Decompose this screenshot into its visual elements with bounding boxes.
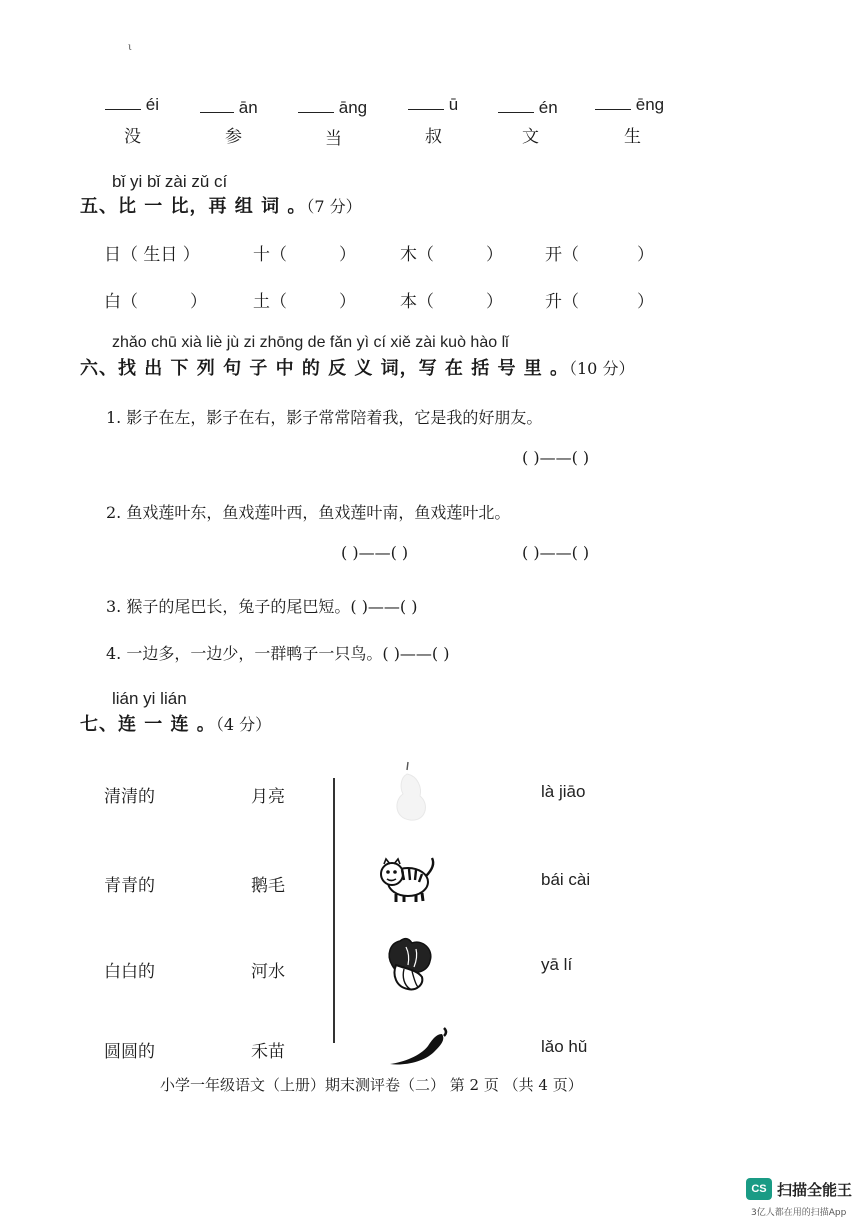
word-item: 十（ ） [253, 245, 356, 265]
base-char: 木 [400, 245, 417, 265]
pinyin-word[interactable]: bái cài [541, 870, 591, 889]
char: 叔 [425, 127, 442, 147]
watermark-brand: 扫描全能王 [777, 1181, 853, 1199]
section5-title: 五、比 一 比，再 组 词 。 [80, 196, 307, 217]
adjective-item[interactable]: 白白的 [104, 962, 155, 982]
cabbage-icon[interactable] [382, 935, 438, 993]
base-char: 开 [545, 245, 562, 265]
section7-score: （4 分） [215, 715, 272, 734]
word-item: 本（ ） [400, 292, 503, 312]
blank-item [498, 98, 558, 118]
answer-pair[interactable]: ( )——( ) [382, 644, 450, 663]
base-char: 升 [545, 292, 562, 312]
word-item: 白（ ） [104, 292, 207, 312]
section7-title: 七、连 一 连 。 [80, 714, 216, 735]
answer-pair[interactable]: ( )——( ) [522, 448, 590, 467]
section5-pinyin: bǐ yi bǐ zài zǔ cí [112, 172, 228, 191]
answer-pair[interactable]: ( )——( ) [350, 597, 418, 616]
watermark-tagline: 3亿人都在用的扫描App [751, 1208, 847, 1218]
base-char: 土 [253, 292, 270, 312]
adjective-item[interactable]: 清清的 [104, 787, 155, 807]
pinyin-final: ū [448, 95, 459, 114]
answer-pair[interactable]: ( )——( ) [522, 543, 590, 562]
chili-pepper-icon[interactable] [386, 1024, 452, 1068]
question-4: 4. 一边多，一边少，一群鸭子一只鸟。 [106, 644, 383, 663]
pinyin-word[interactable]: lǎo hǔ [541, 1037, 588, 1056]
adjective-item[interactable]: 圆圆的 [104, 1042, 155, 1062]
pinyin-final: ēng [635, 95, 665, 114]
char: 参 [225, 127, 242, 147]
section6-heading [80, 354, 634, 380]
section7-pinyin: lián yi lián [112, 689, 187, 708]
noun-item[interactable]: 河水 [251, 962, 285, 982]
noun-item[interactable]: 禾苗 [251, 1042, 285, 1062]
blank-item [595, 95, 664, 115]
section7-heading [80, 710, 271, 736]
word-item: 土（ ） [253, 292, 356, 312]
base-char: 白 [104, 292, 121, 312]
pinyin-final: éi [145, 95, 159, 114]
question-4-row [106, 641, 450, 664]
char: 当 [325, 129, 342, 149]
adjective-item[interactable]: 青青的 [104, 876, 155, 896]
base-char: 本 [400, 292, 417, 312]
pear-icon[interactable] [388, 760, 438, 824]
pinyin-final: āng [338, 98, 368, 117]
question-1: 1. 影子在左，影子在右，影子常常陪着我，它是我的好朋友。 [106, 408, 543, 427]
noun-item[interactable]: 月亮 [251, 787, 285, 807]
pinyin-final: én [538, 98, 558, 117]
section5-score: （7 分） [306, 197, 362, 216]
blank-item [298, 98, 367, 118]
camscanner-logo-icon: CS [746, 1178, 772, 1200]
pinyin-word[interactable]: yā lí [541, 955, 573, 974]
blank-item [105, 95, 159, 115]
char: 生 [624, 127, 641, 147]
scan-mark: ι [128, 42, 132, 53]
question-3-row [106, 594, 418, 617]
question-2: 2. 鱼戏莲叶东，鱼戏莲叶西，鱼戏莲叶南，鱼戏莲叶北。 [106, 503, 511, 522]
answer-pair[interactable]: ( )——( ) [341, 543, 409, 562]
section5-heading [80, 192, 362, 218]
section6-title: 六、找 出 下 列 句 子 中 的 反 义 词，写 在 括 号 里 。 [80, 358, 569, 379]
word-item: 开（ ） [545, 245, 654, 265]
base-char: 十 [253, 245, 270, 265]
blank-item [408, 95, 458, 115]
tiger-icon[interactable] [378, 852, 440, 906]
base-char: 日 [104, 245, 121, 265]
word-item: 日（ 生日 ） [104, 245, 200, 265]
page-footer: 小学一年级语文（上册）期末测评卷（二） 第 2 页 （共 4 页） [160, 1076, 583, 1094]
section6-score: （10 分） [569, 359, 635, 378]
char: 没 [124, 127, 141, 147]
pinyin-word[interactable]: là jiāo [541, 782, 586, 801]
question-3: 3. 猴子的尾巴长，兔子的尾巴短。 [106, 597, 351, 616]
word-item: 升（ ） [545, 292, 654, 312]
char: 文 [522, 127, 539, 147]
noun-item[interactable]: 鹅毛 [251, 876, 285, 896]
pinyin-final: ān [238, 98, 258, 117]
column-divider [333, 778, 335, 1043]
blank-item [200, 98, 258, 118]
answer-text: 生日 [143, 245, 178, 265]
word-item: 木（ ） [400, 245, 503, 265]
section6-pinyin: zhǎo chū xià liè jù zi zhōng de fǎn yì cí xiě zài kuò hào lǐ [112, 334, 509, 351]
